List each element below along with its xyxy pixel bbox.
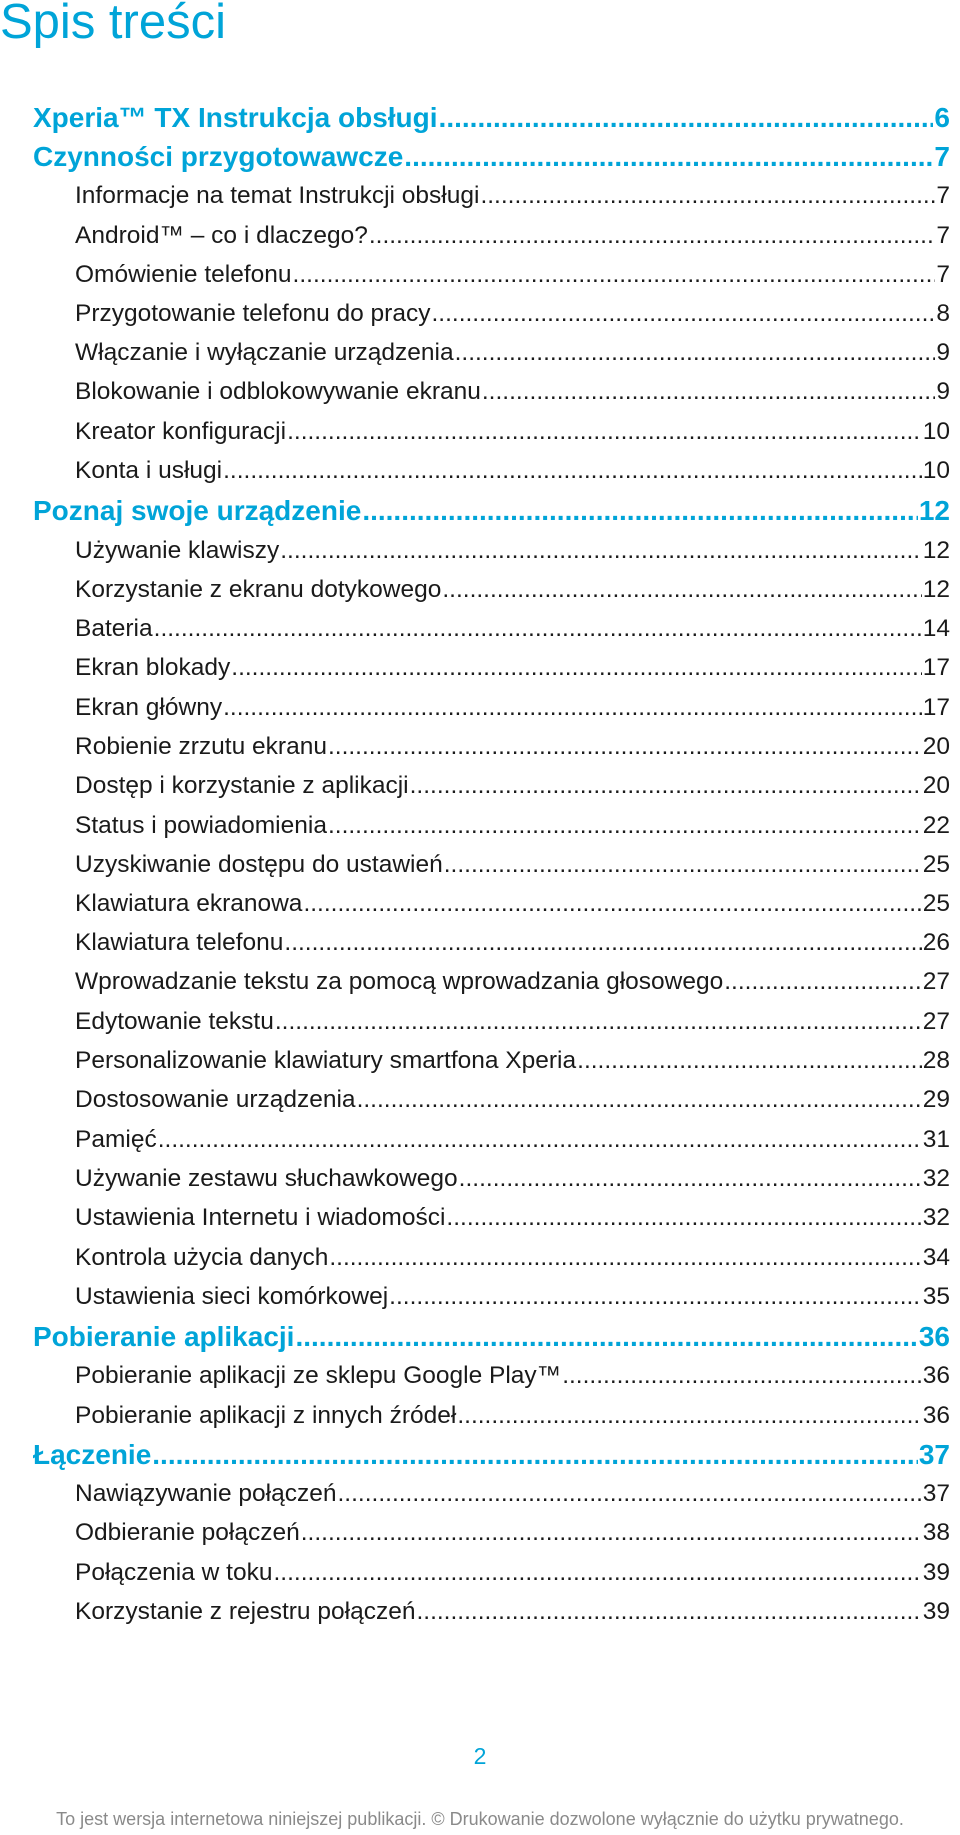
toc-page-number: 6 — [934, 102, 950, 133]
toc-title: Konta i usługi — [75, 457, 223, 484]
toc-page-number: 28 — [922, 1047, 950, 1074]
toc-entry-row[interactable] — [75, 1125, 950, 1155]
toc-leader-dots — [410, 771, 922, 801]
toc-entry-row[interactable] — [75, 338, 950, 368]
toc-leader-dots — [284, 928, 921, 958]
toc-page-number: 14 — [922, 615, 950, 642]
toc-leader-dots — [457, 1401, 921, 1431]
toc-title: Uzyskiwanie dostępu do ustawień — [75, 851, 443, 878]
toc-entry-row[interactable] — [75, 1164, 950, 1194]
toc-leader-dots — [362, 494, 918, 528]
toc-leader-dots — [303, 889, 921, 919]
toc-entry-row[interactable] — [75, 614, 950, 644]
toc-page-number: 20 — [922, 733, 950, 760]
toc-page-number: 32 — [922, 1165, 950, 1192]
toc-title: Dostosowanie urządzenia — [75, 1086, 356, 1113]
toc-title: Robienie zrzutu ekranu — [75, 733, 327, 760]
toc-leader-dots — [154, 614, 922, 644]
toc-leader-dots — [389, 1282, 922, 1312]
toc-entry-row[interactable] — [75, 221, 950, 251]
toc-page-number: 31 — [922, 1126, 950, 1153]
toc-entry-row[interactable] — [75, 1558, 950, 1588]
toc-leader-dots — [328, 732, 922, 762]
toc-leader-dots — [480, 181, 935, 211]
toc-page-number: 37 — [918, 1439, 950, 1470]
toc-title: Ekran główny — [75, 694, 223, 721]
toc-leader-dots — [158, 1125, 922, 1155]
toc-section-row[interactable] — [33, 1438, 950, 1472]
toc-title: Ustawienia Internetu i wiadomości — [75, 1204, 446, 1231]
toc-page-number: 17 — [922, 654, 950, 681]
toc-page-number: 29 — [922, 1086, 950, 1113]
page-number: 2 — [473, 1743, 487, 1769]
toc-entry-row[interactable] — [75, 693, 950, 723]
toc-entry-row[interactable] — [75, 1282, 950, 1312]
toc-title: Android™ – co i dlaczego? — [75, 222, 368, 249]
toc-title: Czynności przygotowawcze — [33, 141, 404, 172]
toc-page-number: 9 — [936, 378, 950, 405]
toc-leader-dots — [455, 338, 936, 368]
toc-leader-dots — [275, 1007, 922, 1037]
toc-title: Włączanie i wyłączanie urządzenia — [75, 339, 454, 366]
toc-page-number: 37 — [922, 1480, 950, 1507]
toc-page-number: 10 — [922, 418, 950, 445]
toc-entry-row[interactable] — [75, 1518, 950, 1548]
toc-page-number: 27 — [922, 1008, 950, 1035]
toc-title: Klawiatura telefonu — [75, 929, 284, 956]
toc-title: Korzystanie z ekranu dotykowego — [75, 576, 442, 603]
toc-page-number: 39 — [922, 1559, 950, 1586]
toc-entry-row[interactable] — [75, 928, 950, 958]
toc-title: Odbieranie połączeń — [75, 1519, 300, 1546]
toc-page-number: 20 — [922, 772, 950, 799]
toc-section-row[interactable] — [33, 140, 950, 174]
toc-leader-dots — [442, 575, 921, 605]
toc-entry-row[interactable] — [75, 417, 950, 447]
toc-page-number: 32 — [922, 1204, 950, 1231]
toc-leader-dots — [287, 417, 922, 447]
toc-page-number: 34 — [922, 1244, 950, 1271]
toc-leader-dots — [328, 811, 922, 841]
toc-entry-row[interactable] — [75, 1203, 950, 1233]
toc-page-number: 22 — [922, 812, 950, 839]
toc-leader-dots — [329, 1243, 921, 1273]
toc-leader-dots — [562, 1361, 922, 1391]
toc-page-number: 7 — [936, 182, 950, 209]
toc-page-number: 36 — [922, 1402, 950, 1429]
toc-leader-dots — [446, 1203, 921, 1233]
toc-title: Łączenie — [33, 1439, 152, 1470]
toc-title: Status i powiadomienia — [75, 812, 327, 839]
toc-title: Blokowanie i odblokowywanie ekranu — [75, 378, 481, 405]
toc-page-number: 7 — [936, 261, 950, 288]
toc-page-number: 9 — [936, 339, 950, 366]
toc-title: Pobieranie aplikacji — [33, 1321, 295, 1352]
toc-title: Ustawienia sieci komórkowej — [75, 1283, 389, 1310]
toc-entry-row[interactable] — [75, 1597, 950, 1627]
toc-leader-dots — [416, 1597, 921, 1627]
toc-title: Xperia™ TX Instrukcja obsługi — [33, 102, 438, 133]
toc-entry-row[interactable] — [75, 1361, 950, 1391]
toc-entry-row[interactable] — [75, 889, 950, 919]
toc-leader-dots — [369, 221, 936, 251]
toc-leader-dots — [724, 967, 921, 997]
toc-leader-dots — [482, 377, 936, 407]
toc-leader-dots — [459, 1164, 922, 1194]
footer-note: To jest wersja internetowa niniejszej publikacji. © Drukowanie dozwolone wyłącznie do użytku prywatnego. — [56, 1809, 904, 1829]
toc-leader-dots — [337, 1479, 921, 1509]
toc-page-number: 26 — [922, 929, 950, 956]
toc-entry-row[interactable] — [75, 1479, 950, 1509]
toc-leader-dots — [231, 653, 921, 683]
toc-title: Przygotowanie telefonu do pracy — [75, 300, 431, 327]
toc-page-number: 17 — [922, 694, 950, 721]
toc-page-number: 36 — [918, 1321, 950, 1352]
toc-entry-row[interactable] — [75, 377, 950, 407]
toc-entry-row[interactable] — [75, 1046, 950, 1076]
toc-title: Omówienie telefonu — [75, 261, 292, 288]
toc-page-number: 35 — [922, 1283, 950, 1310]
toc-entry-row[interactable] — [75, 456, 950, 486]
toc-section-row[interactable] — [33, 1320, 950, 1354]
toc-page-number: 7 — [936, 222, 950, 249]
toc-leader-dots — [295, 1320, 917, 1354]
page-title: Spis treści — [0, 0, 227, 49]
toc-entry-row[interactable] — [75, 536, 950, 566]
toc-section-row[interactable] — [33, 101, 950, 135]
toc-title: Używanie zestawu słuchawkowego — [75, 1165, 458, 1192]
toc-title: Pamięć — [75, 1126, 157, 1153]
toc-leader-dots — [223, 456, 922, 486]
toc-leader-dots — [357, 1085, 922, 1115]
toc-leader-dots — [404, 140, 933, 174]
toc-page-number: 25 — [922, 890, 950, 917]
toc-page-number: 10 — [922, 457, 950, 484]
toc-page-number: 36 — [922, 1362, 950, 1389]
toc-title: Wprowadzanie tekstu za pomocą wprowadzania głosowego — [75, 968, 724, 995]
toc-entry-row[interactable] — [75, 575, 950, 605]
toc-title: Ekran blokady — [75, 654, 231, 681]
toc-page-number: 8 — [936, 300, 950, 327]
toc-title: Używanie klawiszy — [75, 537, 280, 564]
toc-page-number: 12 — [922, 576, 950, 603]
toc-page-number: 7 — [934, 141, 950, 172]
toc-entry-row[interactable] — [75, 771, 950, 801]
toc-title: Dostęp i korzystanie z aplikacji — [75, 772, 409, 799]
toc-entry-row[interactable] — [75, 260, 950, 290]
toc-entry-row[interactable] — [75, 1243, 950, 1273]
toc-entry-row[interactable] — [75, 1007, 950, 1037]
toc-leader-dots — [577, 1046, 922, 1076]
toc-page-number: 12 — [918, 495, 950, 526]
toc-leader-dots — [273, 1558, 921, 1588]
toc-page-number: 27 — [922, 968, 950, 995]
toc-title: Korzystanie z rejestru połączeń — [75, 1598, 416, 1625]
toc-page-number: 12 — [922, 537, 950, 564]
toc-title: Pobieranie aplikacji ze sklepu Google Play™ — [75, 1362, 562, 1389]
toc-page-number: 25 — [922, 851, 950, 878]
toc-leader-dots — [301, 1518, 922, 1548]
toc-title: Pobieranie aplikacji z innych źródeł — [75, 1402, 457, 1429]
toc-title: Poznaj swoje urządzenie — [33, 495, 362, 526]
toc-title: Kreator konfiguracji — [75, 418, 287, 445]
toc-title: Personalizowanie klawiatury smartfona Xperia — [75, 1047, 577, 1074]
toc-title: Kontrola użycia danych — [75, 1244, 329, 1271]
toc-entry-row[interactable] — [75, 1085, 950, 1115]
toc-section-row[interactable] — [33, 494, 950, 528]
toc-title: Informacje na temat Instrukcji obsługi — [75, 182, 480, 209]
toc-leader-dots — [152, 1438, 918, 1472]
toc-leader-dots — [431, 299, 935, 329]
toc-entry-row[interactable] — [75, 653, 950, 683]
toc-entry-row[interactable] — [75, 811, 950, 841]
toc-title: Bateria — [75, 615, 153, 642]
toc-leader-dots — [280, 536, 922, 566]
toc-entry-row[interactable] — [75, 732, 950, 762]
toc-title: Połączenia w toku — [75, 1559, 273, 1586]
toc-page-number: 39 — [922, 1598, 950, 1625]
toc-leader-dots — [293, 260, 936, 290]
toc-leader-dots — [223, 693, 922, 723]
toc-leader-dots — [439, 101, 934, 135]
toc-title: Klawiatura ekranowa — [75, 890, 303, 917]
toc-title: Nawiązywanie połączeń — [75, 1480, 337, 1507]
toc-entry-row[interactable] — [75, 181, 950, 211]
toc-leader-dots — [444, 850, 922, 880]
toc-entry-row[interactable] — [75, 299, 950, 329]
toc-title: Edytowanie tekstu — [75, 1008, 274, 1035]
toc-page-number: 38 — [922, 1519, 950, 1546]
toc-entry-row[interactable] — [75, 967, 950, 997]
toc-entry-row[interactable] — [75, 1401, 950, 1431]
toc-entry-row[interactable] — [75, 850, 950, 880]
